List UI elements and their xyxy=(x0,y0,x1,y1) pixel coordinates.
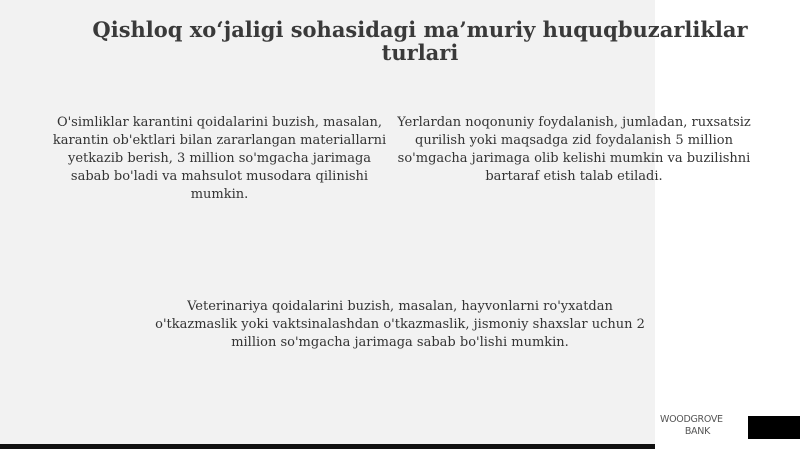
brand-logo xyxy=(660,414,723,438)
slide-bottom-border xyxy=(0,444,655,449)
brand-logo-line1: WOODGROVE xyxy=(660,414,723,425)
slide-title: Qishloq xo‘jaligi sohasidagi ma’muriy huquqbuzarliklar turlari xyxy=(92,17,748,65)
paragraph-land-use: Yerlardan noqonuniy foydalanish, jumladan, ruxsatsiz qurilish yoki maqsadga zid foydalanish 5 million so'mgacha jarimaga olib kelishi mumkin va buzilishni bartaraf etish talab etiladi. xyxy=(397,115,751,184)
brand-color-block xyxy=(748,416,800,439)
brand-logo-line2: BANK xyxy=(684,426,710,437)
paragraph-plant-quarantine: O'simliklar karantini qoidalarini buzish, masalan, karantin ob'ektlari bilan zararlangan materiallarni yetkazib berish, 3 million so'mgacha jarimaga sabab bo'ladi va mahsulot musodara qilinishi mumkin. xyxy=(52,115,387,202)
paragraph-veterinary: Veterinariya qoidalarini buzish, masalan, hayvonlarni ro'yxatdan o'tkazmaslik yoki vaktsinalashdan o'tkazmaslik, jismoniy shaxslar uchun 2 million so'mgacha jarimaga sabab bo'lishi mumkin. xyxy=(155,299,645,350)
